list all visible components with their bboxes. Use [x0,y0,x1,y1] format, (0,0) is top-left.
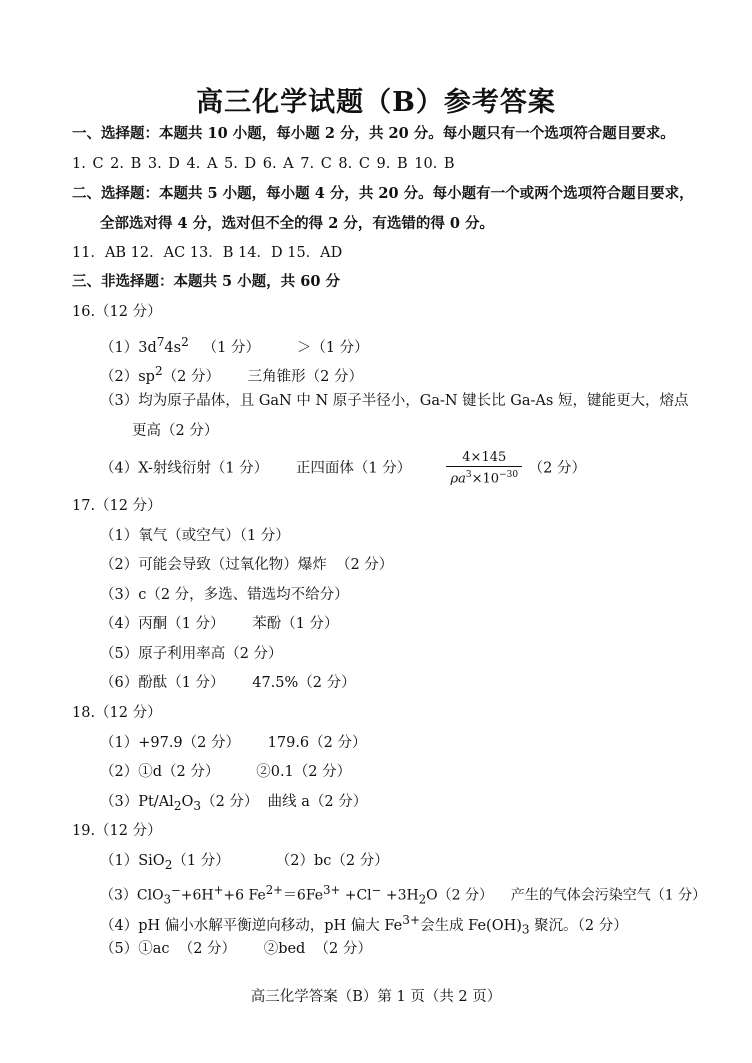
q17-head: 17.（12 分） [72,498,162,514]
section2-heading-cont: 全部选对得 4 分，选对但不全的得 2 分，有选错的得 0 分。 [100,215,495,232]
q17-part4: （4）丙酮（1 分） 苯酚（1 分） [100,616,339,632]
section2-answers: 11．AB 12．AC 13．B 14．D 15．AD [72,245,343,261]
q16-part2: $(2)sp^2(2$ 分） 三角锥形（2 分） [100,364,363,385]
page-footer: 高三化学答案（B）第 1 页（共 2 页） [250,989,502,1005]
q16-part4: （4）X-射线衍射（1 分） 正四面体（1 分） $\frac{4\times 145}{\rho a^3\times 10^{-30}}$ （2 分） [100,450,587,487]
q19-part4: （4）pH 偏小水解平衡逆向移动，pH 偏大 $Fe^{3+}$会生成 $Fe(OH)_3$ 聚沉。（2 分） [100,913,628,937]
q16-part1: $(1)3d^74s^2$ （1 分） ＞（1 分） [100,335,369,356]
section1-heading: 一、选择题：本题共 10 小题，每小题 2 分，共 20 分。每小题只有一个选项符合题目要求。 [72,125,675,142]
q18-part2: （2）①d（2 分） ②0.1（2 分） [100,764,352,780]
q17-part1: （1）氧气（或空气）（1 分） [100,528,290,544]
q16-head: 16.（12 分） [72,304,162,320]
q18-part1: （1）+97.9（2 分） 179.6（2 分） [100,735,367,751]
q19-part3: （3）ClO$_3$−+6H++6 $Fe^{2+}=6Fe^{3+} +Cl^- +3H_2O(2$ 分） 产生的气体会污染空气（1 分） [100,883,707,907]
q16-part3-cont: 更高（2 分） [132,423,219,439]
q17-part6: （6）酚酞（1 分） 47.5%（2 分） [100,675,356,691]
section3-heading: 三、非选择题：本题共 5 小题，共 60 分 [72,273,340,290]
q19-head: 19.（12 分） [72,823,162,839]
page-title: 高三化学试题（B）参考答案 [196,87,556,118]
q18-part3: $(3)Pt/Al_2O_3(2$ 分） 曲线 a（2 分） [100,794,368,813]
q18-head: 18.（12 分） [72,705,162,721]
q19-part5: （5）①ac （2 分） ②bed （2 分） [100,941,372,957]
section1-answers: 1. C 2. B 3. D 4. A 5. D 6. A 7. C 8. C 9. B 10. B [72,156,455,172]
density-fraction: $\frac{4\times 145}{\rho a^3\times 10^{-30}}$ [446,450,522,487]
q19-part1: （1）SiO$_2$（1 分） （2）bc（2 分） [100,853,389,872]
q17-part3: （3）c（2 分，多选、错选均不给分） [100,587,349,603]
q17-part5: （5）原子利用率高（2 分） [100,646,283,662]
q16-part3: （3）均为原子晶体，且 GaN 中 N 原子半径小，Ga-N 键长比 Ga-As 短，键能更大，熔点 [100,393,689,409]
q17-part2: （2）可能会导致（过氧化物）爆炸 （2 分） [100,557,394,573]
section2-heading: 二、选择题：本题共 5 小题，每小题 4 分，共 20 分。每小题有一个或两个选项符合题目要求， [72,185,694,202]
